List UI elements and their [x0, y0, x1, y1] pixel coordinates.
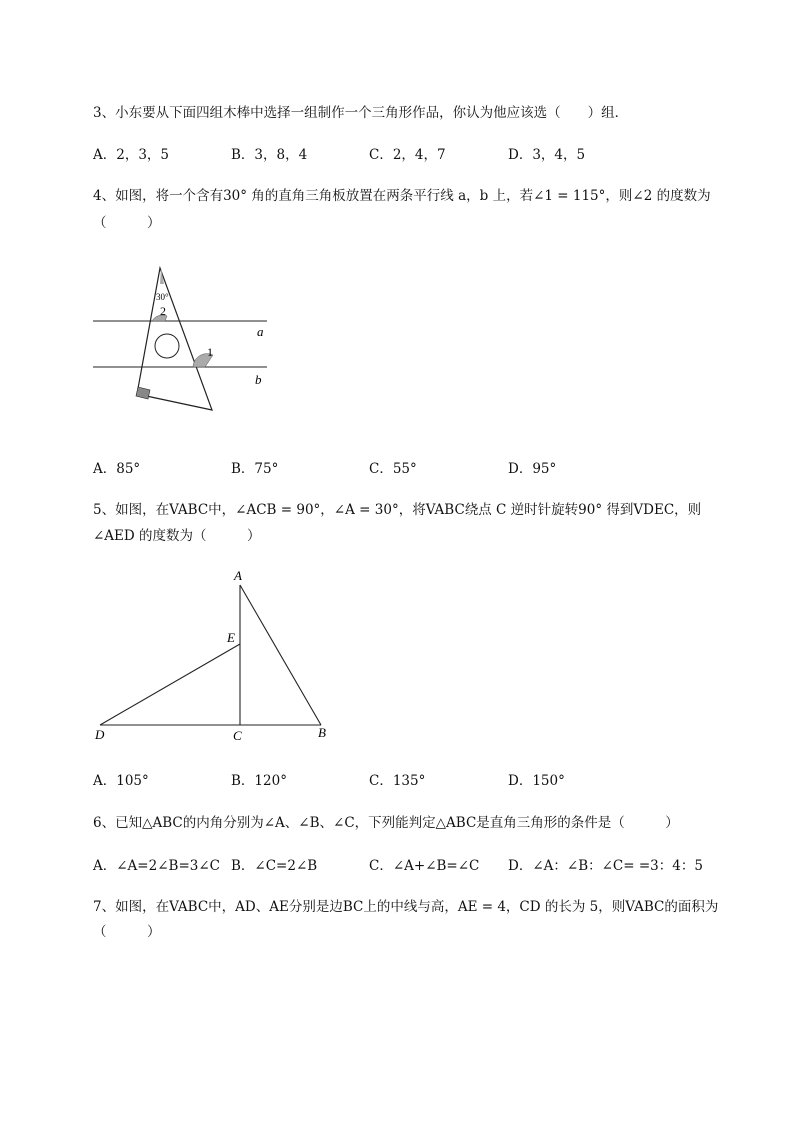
- question-4-stem-line1: 4、如图，将一个含有30° 角的直角三角板放置在两条平行线 a，b 上，若∠1 = 115°，则∠2 的度数为: [93, 188, 711, 204]
- point-A-label: A: [234, 568, 242, 583]
- q5-option-a: A．105°: [93, 773, 149, 789]
- question-3-stem: 3、小东要从下面四组木棒中选择一组制作一个三角形作品，你认为他应该选（ ）组．: [93, 105, 629, 121]
- label-angle-2: 2: [160, 304, 166, 318]
- q4-figure-triangle-parallel-lines: [85, 260, 285, 420]
- question-7-stem-line1: 7、如图，在VABC中，AD、AE分别是边BC上的中线与高，AE = 4，CD 的长为 5，则VABC的面积为: [93, 899, 719, 915]
- segment-AB: [240, 585, 321, 725]
- label-line-a: a: [257, 324, 264, 339]
- q4-option-c: C．55°: [369, 461, 417, 477]
- segment-DE: [100, 644, 240, 725]
- question-4-stem-line2: （ ）: [93, 215, 161, 231]
- label-angle-30: 30°: [156, 292, 169, 302]
- label-angle-1: 1: [207, 345, 213, 359]
- point-B-label: B: [318, 725, 326, 740]
- q3-option-c: C．2，4，7: [369, 147, 446, 163]
- question-6-stem: 6、已知△ABC的内角分别为∠A、∠B、∠C，下列能判定△ABC是直角三角形的条件是（ ）: [93, 815, 679, 831]
- set-square: [137, 268, 212, 410]
- label-line-b: b: [255, 372, 262, 387]
- q5-figure-rotated-triangles: [90, 565, 350, 750]
- q3-option-d: D．3，4，5: [508, 147, 586, 163]
- right-angle-mark: [136, 387, 150, 399]
- q3-option-a: A．2，3，5: [93, 147, 170, 163]
- question-7-stem-line2: （ ）: [93, 924, 161, 940]
- q4-option-d: D．95°: [508, 461, 557, 477]
- question-5-stem-line2: ∠AED 的度数为（ ）: [93, 528, 261, 544]
- set-square-hole: [155, 334, 179, 358]
- q4-option-a: A．85°: [93, 461, 141, 477]
- q6-option-c: C．∠A+∠B=∠C: [369, 858, 480, 874]
- question-5-stem-line1: 5、如图，在VABC中，∠ACB = 90°，∠A = 30°，将VABC绕点 C 逆时针旋转90° 得到VDEC，则: [93, 502, 702, 518]
- q5-option-c: C．135°: [369, 773, 426, 789]
- q6-option-d: D．∠A：∠B：∠C= =3：4：5: [508, 858, 703, 874]
- point-C-label: C: [233, 728, 242, 743]
- q5-option-b: B．120°: [231, 773, 287, 789]
- point-E-label: E: [227, 630, 235, 645]
- q5-option-d: D．150°: [508, 773, 565, 789]
- point-D-label: D: [95, 727, 105, 742]
- q4-option-b: B．75°: [231, 461, 279, 477]
- q6-option-a: A．∠A=2∠B=3∠C: [93, 858, 220, 874]
- q6-option-b: B．∠C=2∠B: [231, 858, 318, 874]
- q3-option-b: B．3，8，4: [231, 147, 308, 163]
